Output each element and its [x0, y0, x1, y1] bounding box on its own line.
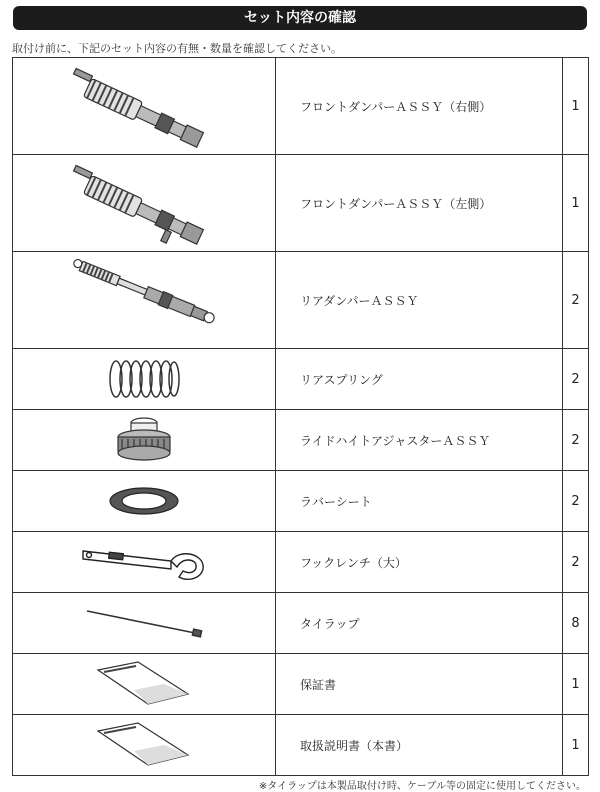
item-name: リアダンパーＡＳＳＹ [276, 252, 563, 349]
item-name: タイラップ [276, 593, 563, 654]
rear-spring-icon [104, 357, 184, 401]
item-name: フロントダンパーＡＳＳＹ（左側） [276, 155, 563, 252]
table-row [13, 471, 589, 532]
item-qty: 1 [563, 715, 589, 776]
table-row [13, 155, 589, 252]
item-qty: 2 [563, 410, 589, 471]
item-name: フロントダンパーＡＳＳＹ（右側） [276, 58, 563, 155]
front-damper-left-icon [64, 159, 224, 247]
rubber-seat-icon [104, 484, 184, 518]
warranty-card-icon [94, 660, 194, 708]
table-row [13, 410, 589, 471]
table-row [13, 715, 589, 776]
front-damper-right-icon [64, 62, 224, 150]
hook-wrench-icon [79, 539, 209, 585]
table-row [13, 593, 589, 654]
footnote: ※タイラップは本製品取付け時、ケーブル等の固定に使用してください。 [258, 781, 586, 792]
item-qty: 2 [563, 532, 589, 593]
item-name: リアスプリング [276, 349, 563, 410]
rear-damper-icon [59, 257, 229, 343]
item-qty: 2 [563, 471, 589, 532]
item-name: ラバーシート [276, 471, 563, 532]
table-row [13, 532, 589, 593]
ride-height-adjuster-icon [109, 413, 179, 467]
parts-table [12, 57, 589, 776]
table-row [13, 252, 589, 349]
item-name: 取扱説明書（本書） [276, 715, 563, 776]
item-name: フックレンチ（大） [276, 532, 563, 593]
item-name: ライドハイトアジャスターＡＳＳＹ [276, 410, 563, 471]
cable-tie-icon [79, 603, 209, 643]
intro-text: 取付け前に、下記のセット内容の有無・数量を確認してください。 [12, 42, 342, 55]
item-name: 保証書 [276, 654, 563, 715]
item-qty: 2 [563, 252, 589, 349]
item-qty: 8 [563, 593, 589, 654]
item-qty: 1 [563, 654, 589, 715]
table-row [13, 58, 589, 155]
section-title: セット内容の確認 [13, 6, 587, 30]
item-qty: 1 [563, 155, 589, 252]
item-qty: 1 [563, 58, 589, 155]
manual-icon [94, 721, 194, 769]
table-row [13, 349, 589, 410]
table-row [13, 654, 589, 715]
item-qty: 2 [563, 349, 589, 410]
